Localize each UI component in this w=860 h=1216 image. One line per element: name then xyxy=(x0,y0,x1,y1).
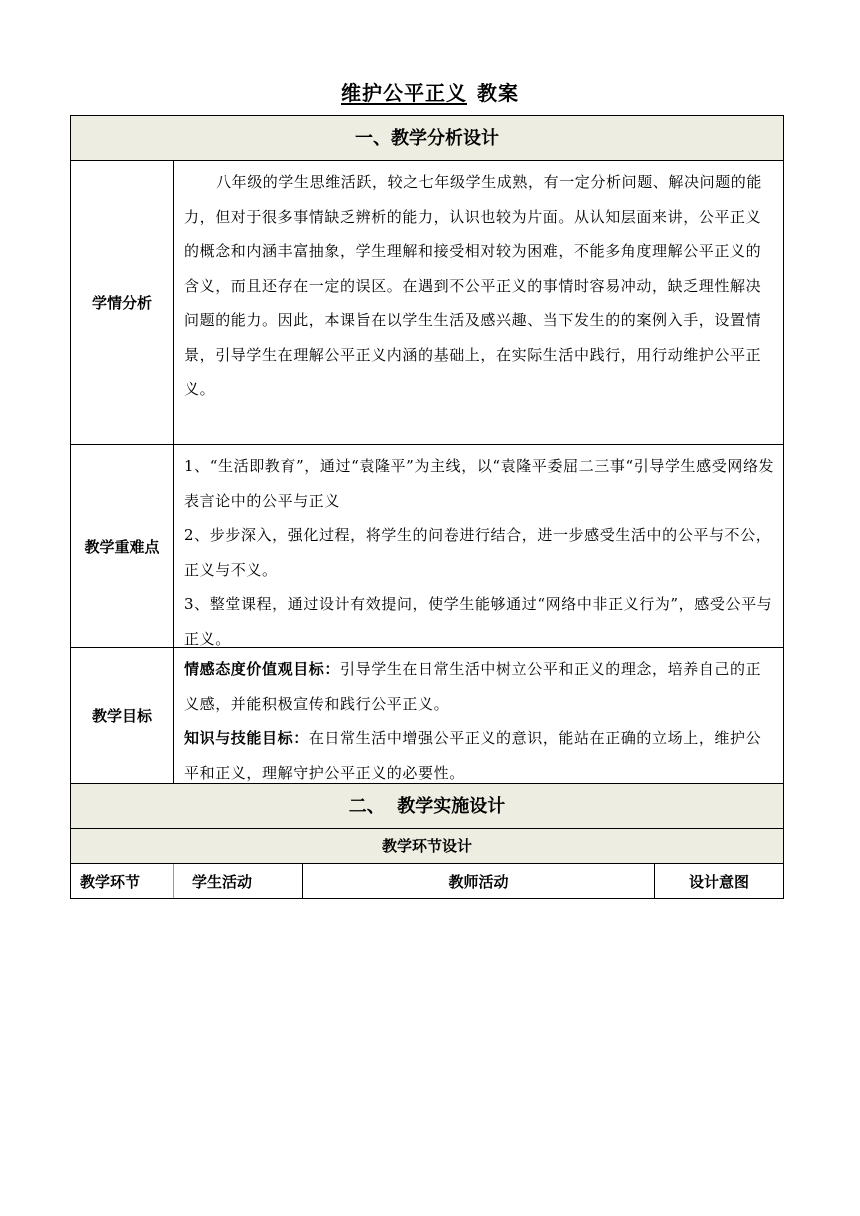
row-label: 教学目标 xyxy=(71,648,174,783)
row-content xyxy=(174,161,783,444)
section2-heading: 二、 教学实施设计 xyxy=(71,784,783,829)
row-key-points xyxy=(71,445,783,648)
goal-text: 在日常生活中增强公平正义的意识，能站在正确的立场上，维护公平和正义，理解守护公平正义的必要性。 xyxy=(184,729,762,782)
key-point-item: 3、整堂课程，通过设计有效提问，使学生能够通过“网络中非正义行为”，感受公平与正义。 xyxy=(184,595,773,648)
row-student-analysis xyxy=(71,161,783,445)
title-main: 维护公平正义 xyxy=(341,81,467,105)
goal-text: 引导学生在日常生活中树立公平和正义的理念，培养自己的正义感，并能积极宣传和践行公平正义。 xyxy=(184,660,762,713)
goal-term: 情感态度价值观目标： xyxy=(184,660,341,678)
row-label: 教学重难点 xyxy=(71,445,174,647)
section1-heading: 一、教学分析设计 xyxy=(71,116,783,161)
section2-subheading: 教学环节设计 xyxy=(71,829,783,864)
goal-item xyxy=(184,652,775,721)
key-point-item: 1、“生活即教育”，通过“袁隆平”为主线，以“袁隆平委屈二三事“引导学生感受网络发表言论中的公平与正义 xyxy=(184,457,775,510)
key-point-item: 2、步步深入，强化过程，将学生的问卷进行结合，进一步感受生活中的公平与不公，正义与不义。 xyxy=(184,526,772,579)
row-content xyxy=(174,445,783,647)
column-header: 设计意图 xyxy=(688,872,749,891)
analysis-paragraph: 八年级的学生思维活跃，较之七年级学生成熟，有一定分析问题、解决问题的能力，但对于很多事情缺乏辨析的能力，认识也较为片面。从认知层面来讲，公平正义的概念和内涵丰富抽象，学生理解和接受相对较为困难，不能多角度理解公平正义的含义，而且还存在一定的误区。在遇到不公平正义的事情时容易冲动，缺乏理性解决问题的能力。因此，本课旨在以学生生活及感兴趣、当下发生的的案例入手，设置情景，引导学生在理解公平正义内涵的基础上，在实际生活中践行，用行动维护公平正义。 xyxy=(184,173,763,398)
column-header: 教学环节 xyxy=(71,864,174,898)
column-header-row xyxy=(71,864,783,898)
column-header: 学生活动 xyxy=(174,864,303,898)
goal-term: 知识与技能目标： xyxy=(184,729,309,747)
row-label: 学情分析 xyxy=(71,161,174,444)
goal-item xyxy=(184,721,775,790)
row-teaching-goals xyxy=(71,648,783,784)
row-content xyxy=(174,648,783,783)
column-header: 教师活动 xyxy=(303,864,655,898)
lesson-plan-table xyxy=(70,115,784,899)
document-title xyxy=(0,80,860,106)
title-suffix: 教案 xyxy=(477,81,519,105)
